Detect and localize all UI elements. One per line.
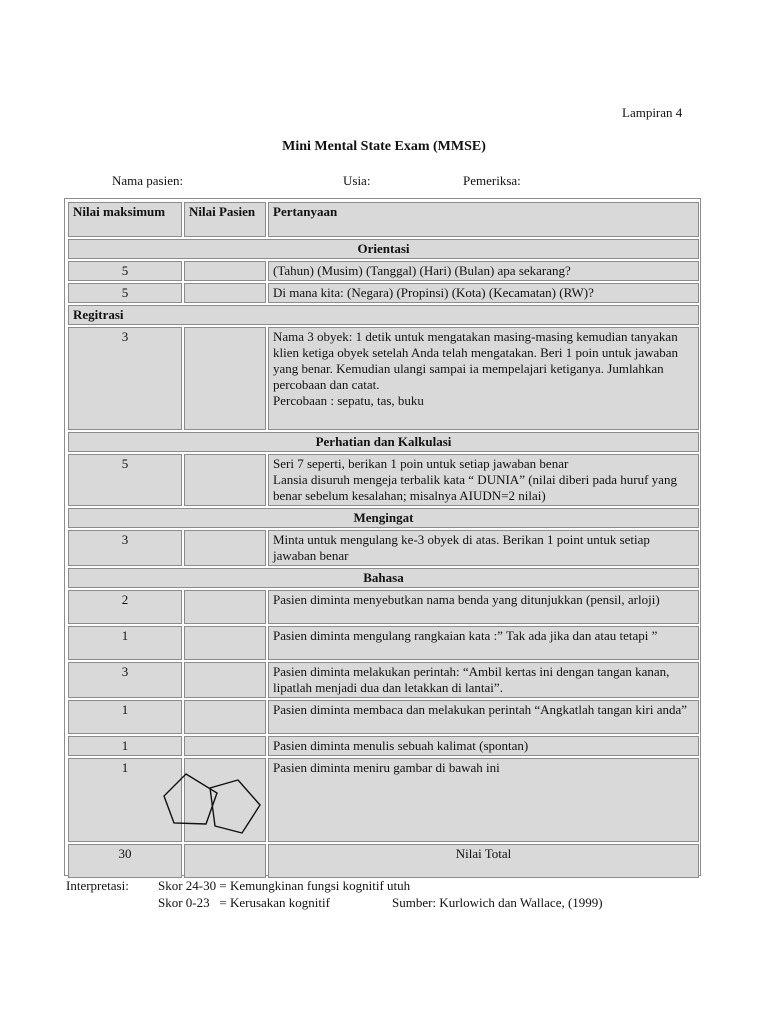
max-score-cell: 1 <box>68 758 182 842</box>
patient-name-label: Nama pasien: <box>112 173 184 188</box>
question-note: Lansia disuruh mengeja terbalik kata “ DUNIA” (nilai diberi pada huruf yang benar sebelum kesalahan; misalnya AIUDN=2 nilai) <box>273 472 677 503</box>
table-header-row <box>68 202 699 237</box>
table-row <box>68 736 699 756</box>
patient-score-cell[interactable] <box>184 626 266 660</box>
question-cell: Di mana kita: (Negara) (Propinsi) (Kota) (Kecamatan) (RW)? <box>268 283 699 303</box>
header-nilai-maksimum: Nilai maksimum <box>68 202 182 237</box>
pentagon-left <box>164 774 217 824</box>
interpretation-label: Interpretasi: <box>66 878 129 893</box>
max-score-cell: 5 <box>68 283 182 303</box>
patient-score-cell[interactable] <box>184 700 266 734</box>
patient-score-cell[interactable] <box>184 327 266 430</box>
section-perhatian-kalkulasi: Perhatian dan Kalkulasi <box>68 432 699 452</box>
table-row <box>68 590 699 624</box>
max-score-cell: 1 <box>68 626 182 660</box>
appendix-label: Lampiran 4 <box>622 105 683 120</box>
max-score-cell: 5 <box>68 454 182 506</box>
page-title: Mini Mental State Exam (MMSE) <box>282 139 486 154</box>
table-row <box>68 454 699 506</box>
question-cell <box>268 327 699 430</box>
question-cell: Minta untuk mengulang ke-3 obyek di atas. Berikan 1 point untuk setiap jawaban benar <box>268 530 699 566</box>
max-score-cell: 5 <box>68 261 182 281</box>
source-citation: Sumber: Kurlowich dan Wallace, (1999) <box>392 895 603 910</box>
header-pertanyaan: Pertanyaan <box>268 202 699 237</box>
table-row <box>68 662 699 698</box>
table-row <box>68 700 699 734</box>
question-cell: Pasien diminta melakukan perintah: “Ambil kertas ini dengan tangan kanan, lipatlah menjadi dua dan letakkan di lantai”. <box>268 662 699 698</box>
table-row <box>68 530 699 566</box>
max-score-cell: 1 <box>68 736 182 756</box>
question-cell: Pasien diminta membaca dan melakukan perintah “Angkatlah tangan kiri anda” <box>268 700 699 734</box>
section-registrasi: Regitrasi <box>68 305 699 325</box>
question-cell: (Tahun) (Musim) (Tanggal) (Hari) (Bulan) apa sekarang? <box>268 261 699 281</box>
patient-score-cell[interactable] <box>184 454 266 506</box>
question-text: Nama 3 obyek: 1 detik untuk mengatakan masing-masing kemudian tanyakan klien ketiga obyek setelah Anda telah mengatakan. Beri 1 poin untuk jawaban yang benar. Kemudian ulangi sampai ia mempelajari ketiganya. Jumlahkan percobaan dan catat. <box>273 329 679 392</box>
patient-score-cell[interactable] <box>184 662 266 698</box>
section-mengingat: Mengingat <box>68 508 699 528</box>
interpretation-line-2: Skor 0-23 = Kerusakan kognitif <box>158 895 330 910</box>
max-score-cell: 3 <box>68 530 182 566</box>
question-cell <box>268 454 699 506</box>
question-cell: Pasien diminta meniru gambar di bawah ini <box>268 758 699 842</box>
total-patient-score[interactable] <box>184 844 266 878</box>
section-orientasi: Orientasi <box>68 239 699 259</box>
table-row <box>68 327 699 430</box>
interpretation-line-1: Skor 24-30 = Kemungkinan fungsi kognitif utuh <box>158 878 411 893</box>
pentagon-right <box>210 780 260 833</box>
total-max-score: 30 <box>68 844 182 878</box>
table-row <box>68 283 699 303</box>
section-bahasa: Bahasa <box>68 568 699 588</box>
question-note: Percobaan : sepatu, tas, buku <box>273 393 424 408</box>
patient-score-cell[interactable] <box>184 590 266 624</box>
max-score-cell: 1 <box>68 700 182 734</box>
header-nilai-pasien: Nilai Pasien <box>184 202 266 237</box>
table-row <box>68 626 699 660</box>
total-label: Nilai Total <box>268 844 699 878</box>
question-cell: Pasien diminta menulis sebuah kalimat (spontan) <box>268 736 699 756</box>
patient-score-cell[interactable] <box>184 736 266 756</box>
total-row <box>68 844 699 878</box>
intersecting-pentagons-drawing <box>160 768 272 838</box>
max-score-cell: 3 <box>68 327 182 430</box>
age-label: Usia: <box>343 173 371 188</box>
max-score-cell: 2 <box>68 590 182 624</box>
question-cell: Pasien diminta mengulang rangkaian kata :” Tak ada jika dan atau tetapi ” <box>268 626 699 660</box>
question-text: Seri 7 seperti, berikan 1 poin untuk setiap jawaban benar <box>273 456 569 471</box>
patient-score-cell[interactable] <box>184 283 266 303</box>
max-score-cell: 3 <box>68 662 182 698</box>
question-cell: Pasien diminta menyebutkan nama benda yang ditunjukkan (pensil, arloji) <box>268 590 699 624</box>
patient-score-cell[interactable] <box>184 530 266 566</box>
patient-score-cell[interactable] <box>184 261 266 281</box>
examiner-label: Pemeriksa: <box>463 173 521 188</box>
table-row <box>68 261 699 281</box>
